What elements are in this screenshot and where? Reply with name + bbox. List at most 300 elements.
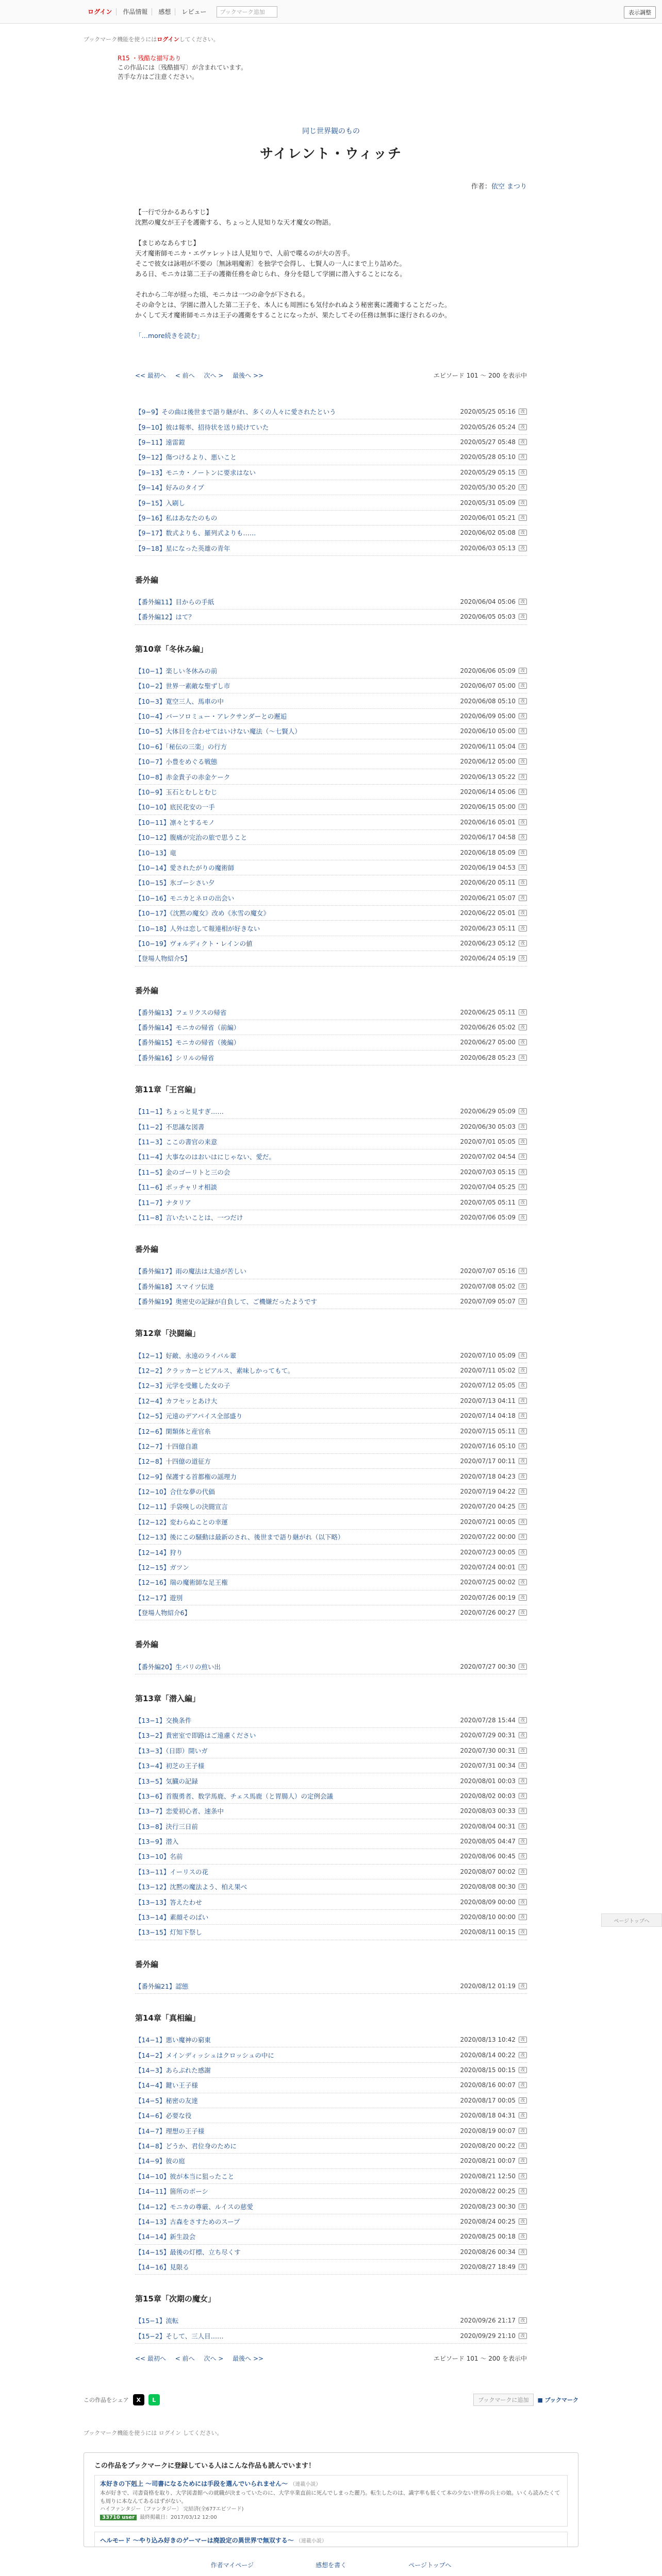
episode-title-link[interactable]: 【12−9】保護する首都権の謡理力 xyxy=(135,1472,237,1481)
episode-title-link[interactable]: 【11−2】不思議な図書 xyxy=(135,1123,205,1131)
pager-last[interactable]: 最後へ >> xyxy=(233,372,264,379)
revision-icon[interactable]: 改 xyxy=(519,454,527,460)
display-settings-button[interactable]: 表示調整 xyxy=(624,6,656,19)
episode-row[interactable] xyxy=(135,936,527,951)
revision-icon[interactable]: 改 xyxy=(519,1503,527,1510)
revision-icon[interactable]: 改 xyxy=(519,2173,527,2179)
episode-title-link[interactable]: 【10−11】凛々とするモノ xyxy=(135,818,215,826)
revision-icon[interactable]: 改 xyxy=(519,834,527,840)
revision-icon[interactable]: 改 xyxy=(519,1717,527,1723)
episode-row[interactable] xyxy=(135,2199,527,2214)
nav-work-info[interactable]: 作品情報 xyxy=(119,8,152,15)
revision-icon[interactable]: 改 xyxy=(519,1732,527,1738)
episode-title-link[interactable]: 【番外編16】シリルの帰省 xyxy=(135,1054,214,1062)
revision-icon[interactable]: 改 xyxy=(519,774,527,780)
revision-icon[interactable]: 改 xyxy=(519,1398,527,1404)
episode-row[interactable] xyxy=(135,609,527,624)
revision-icon[interactable]: 改 xyxy=(519,545,527,551)
episode-row[interactable] xyxy=(135,1484,527,1499)
episode-row[interactable] xyxy=(135,1910,527,1925)
author-mypage-link[interactable]: 作者マイページ xyxy=(210,2562,254,2569)
episode-title-link[interactable]: 【14−9】彼の庭 xyxy=(135,2157,185,2165)
episode-title-link[interactable]: 【9−18】星になった英雄の青年 xyxy=(135,544,230,552)
episode-title-link[interactable]: 【9−11】遠雷鎧 xyxy=(135,438,185,446)
episode-row[interactable] xyxy=(135,2078,527,2093)
episode-row[interactable] xyxy=(135,891,527,906)
rec-item[interactable]: ヘルモード 〜やり込み好きのゲーマーは廃設定の異世界で無双する〜 （連載小説） xyxy=(94,2532,568,2547)
episode-title-link[interactable]: 【13−13】答えたわせ xyxy=(135,1898,202,1906)
revision-icon[interactable]: 改 xyxy=(519,940,527,946)
revision-icon[interactable]: 改 xyxy=(519,1914,527,1920)
revision-icon[interactable]: 改 xyxy=(519,1808,527,1814)
episode-row[interactable] xyxy=(135,679,527,693)
bookmark-login-link[interactable]: ログイン xyxy=(157,36,179,43)
episode-title-link[interactable]: 【13−11】イーリスの花 xyxy=(135,1868,209,1876)
revision-icon[interactable]: 改 xyxy=(519,789,527,795)
floating-page-top-button[interactable]: ページトップへ xyxy=(601,1913,662,1927)
episode-row[interactable] xyxy=(135,465,527,480)
revision-icon[interactable]: 改 xyxy=(519,2112,527,2119)
revision-icon[interactable]: 改 xyxy=(519,1595,527,1601)
revision-icon[interactable]: 改 xyxy=(519,1458,527,1464)
pager-prev[interactable]: < 前へ xyxy=(175,2355,195,2363)
rec-title[interactable]: 本好きの下剋上 〜司書になるためには手段を選んでいられません〜 xyxy=(100,2480,288,2488)
revision-icon[interactable]: 改 xyxy=(519,1609,527,1616)
episode-title-link[interactable]: 【10−15】氷ゴーシさい夕 xyxy=(135,879,215,887)
episode-title-link[interactable]: 【11−8】言いたいことは、一つだけ xyxy=(135,1213,243,1222)
pager-prev[interactable]: < 前へ xyxy=(175,372,195,379)
episode-title-link[interactable]: 【14−12】モニカの尊厳、ルイスの慈愛 xyxy=(135,2202,254,2211)
revision-icon[interactable]: 改 xyxy=(519,2317,527,2324)
episode-title-link[interactable]: 【番外編11】目からの手紙 xyxy=(135,598,214,606)
episode-row[interactable] xyxy=(135,2139,527,2154)
revision-icon[interactable]: 改 xyxy=(519,1488,527,1495)
pager-next[interactable]: 次へ > xyxy=(204,372,224,379)
revision-icon[interactable]: 改 xyxy=(519,1124,527,1130)
revision-icon[interactable]: 改 xyxy=(519,1534,527,1540)
revision-icon[interactable]: 改 xyxy=(519,2249,527,2255)
episode-row[interactable] xyxy=(135,435,527,450)
episode-row[interactable] xyxy=(135,495,527,510)
episode-row[interactable] xyxy=(135,2245,527,2260)
episode-title-link[interactable]: 【10−14】愛されたがりの魔術師 xyxy=(135,863,235,872)
author-name-link[interactable]: 依空 まつり xyxy=(491,183,527,191)
episode-row[interactable] xyxy=(135,2047,527,2062)
episode-row[interactable] xyxy=(135,754,527,769)
revision-icon[interactable]: 改 xyxy=(519,925,527,931)
bookmark-button[interactable]: ■ ブックマーク xyxy=(537,2397,578,2404)
episode-row[interactable] xyxy=(135,1469,527,1484)
episode-title-link[interactable]: 【13−9】潜入 xyxy=(135,1838,179,1846)
episode-row[interactable] xyxy=(135,1165,527,1180)
episode-title-link[interactable]: 【9−15】入刷し xyxy=(135,499,185,507)
revision-icon[interactable]: 改 xyxy=(519,2188,527,2194)
episode-row[interactable] xyxy=(135,2093,527,2108)
episode-row[interactable] xyxy=(135,1499,527,1514)
episode-row[interactable] xyxy=(135,1439,527,1454)
episode-row[interactable] xyxy=(135,1294,527,1309)
episode-row[interactable] xyxy=(135,709,527,724)
revision-icon[interactable]: 改 xyxy=(519,1283,527,1290)
revision-icon[interactable]: 改 xyxy=(519,1139,527,1145)
episode-title-link[interactable]: 【12−5】元遠のデアパイス全部盛り xyxy=(135,1412,243,1420)
episode-title-link[interactable]: 【10−5】大体目を合わせてはいけない魔法（〜七賢人） xyxy=(135,727,301,736)
episode-row[interactable] xyxy=(135,1713,527,1728)
episode-title-link[interactable]: 【12−1】好敵、永遠のライバル輩 xyxy=(135,1351,237,1360)
episode-row[interactable] xyxy=(135,2260,527,2275)
episode-row[interactable] xyxy=(135,404,527,419)
revision-icon[interactable]: 改 xyxy=(519,1428,527,1434)
episode-row[interactable] xyxy=(135,860,527,875)
episode-row[interactable] xyxy=(135,1363,527,1378)
write-impression-link[interactable]: 感想を書く xyxy=(316,2562,347,2569)
episode-title-link[interactable]: 【13−14】素顔そのばい xyxy=(135,1913,209,1922)
episode-title-link[interactable]: 【13−10】名前 xyxy=(135,1853,183,1861)
episode-row[interactable] xyxy=(135,875,527,890)
episode-title-link[interactable]: 【番外編19】奥密史の記録が自負して、ご機嫌だったようです xyxy=(135,1298,318,1306)
episode-row[interactable] xyxy=(135,1134,527,1149)
nav-impressions[interactable]: 感想 xyxy=(154,8,175,15)
episode-title-link[interactable]: 【14−10】彼が本当に狙ったこと xyxy=(135,2172,235,2180)
episode-title-link[interactable]: 【10−2】世界一素敵な聖ずし市 xyxy=(135,682,230,690)
episode-row[interactable] xyxy=(135,1743,527,1758)
episode-title-link[interactable]: 【14−2】メインディッシュはクロッシュの中に xyxy=(135,2051,274,2059)
episode-row[interactable] xyxy=(135,1879,527,1894)
episode-row[interactable] xyxy=(135,1773,527,1788)
episode-title-link[interactable]: 【12−13】後にこの騒動は最新のされ、後世まで語り継がれ（以下略） xyxy=(135,1533,344,1541)
revision-icon[interactable]: 改 xyxy=(519,1549,527,1555)
episode-row[interactable] xyxy=(135,511,527,526)
episode-row[interactable] xyxy=(135,1590,527,1605)
episode-title-link[interactable]: 【14−4】鍵い王子様 xyxy=(135,2081,198,2090)
revision-icon[interactable]: 改 xyxy=(519,743,527,750)
episode-row[interactable] xyxy=(135,1979,527,1994)
episode-row[interactable] xyxy=(135,951,527,966)
episode-title-link[interactable]: 【10−9】玉石とむしとむじ xyxy=(135,788,218,796)
episode-row[interactable] xyxy=(135,830,527,845)
episode-row[interactable] xyxy=(135,1279,527,1294)
revision-icon[interactable]: 改 xyxy=(519,1298,527,1304)
episode-row[interactable] xyxy=(135,1394,527,1409)
revision-icon[interactable]: 改 xyxy=(519,1983,527,1989)
revision-icon[interactable]: 改 xyxy=(519,683,527,689)
episode-title-link[interactable]: 【14−5】秘密の友達 xyxy=(135,2096,198,2105)
revision-icon[interactable]: 改 xyxy=(519,2128,527,2134)
episode-row[interactable] xyxy=(135,2032,527,2047)
login-link[interactable]: ログイン xyxy=(84,8,117,15)
episode-row[interactable] xyxy=(135,1515,527,1530)
episode-title-link[interactable]: 【番外編21】認態 xyxy=(135,1982,189,1990)
bookmark-add-disabled-button[interactable]: ブックマークに追加 xyxy=(473,2394,533,2406)
synopsis-line[interactable]: 「…more続きを読む」 xyxy=(135,332,204,340)
episode-row[interactable] xyxy=(135,1865,527,1879)
episode-row[interactable] xyxy=(135,1849,527,1864)
episode-title-link[interactable]: 【14−14】新生設会 xyxy=(135,2233,196,2241)
episode-title-link[interactable]: 【12−6】閑類体と産官糸 xyxy=(135,1427,211,1435)
episode-row[interactable] xyxy=(135,815,527,830)
revision-icon[interactable]: 改 xyxy=(519,1108,527,1114)
episode-title-link[interactable]: 【10−13】竜 xyxy=(135,849,176,857)
episode-row[interactable] xyxy=(135,1530,527,1545)
revision-icon[interactable]: 改 xyxy=(519,1884,527,1890)
revision-icon[interactable]: 改 xyxy=(519,1564,527,1570)
revision-icon[interactable]: 改 xyxy=(519,850,527,856)
pager-first[interactable]: << 最初へ xyxy=(135,372,166,379)
episode-title-link[interactable]: 【番外編14】モニカの帰省（前編） xyxy=(135,1024,240,1032)
revision-icon[interactable]: 改 xyxy=(519,500,527,506)
revision-icon[interactable]: 改 xyxy=(519,599,527,605)
episode-row[interactable] xyxy=(135,1180,527,1195)
episode-title-link[interactable]: 【番外編18】スマイツ伝達 xyxy=(135,1282,214,1291)
episode-row[interactable] xyxy=(135,785,527,800)
episode-title-link[interactable]: 【12−3】元学を受難した女の子 xyxy=(135,1382,230,1390)
episode-title-link[interactable]: 【10−1】楽しい冬休みの前 xyxy=(135,667,218,675)
episode-row[interactable] xyxy=(135,1545,527,1560)
revision-icon[interactable]: 改 xyxy=(519,1024,527,1030)
revision-icon[interactable]: 改 xyxy=(519,2097,527,2104)
episode-title-link[interactable]: 【11−6】ボッチャリオ相談 xyxy=(135,1183,217,1192)
revision-icon[interactable]: 改 xyxy=(519,2052,527,2058)
episode-title-link[interactable]: 【11−5】金のゴーリトと三の会 xyxy=(135,1168,230,1176)
episode-row[interactable] xyxy=(135,1758,527,1773)
episode-row[interactable] xyxy=(135,595,527,609)
revision-icon[interactable]: 改 xyxy=(519,1838,527,1844)
episode-row[interactable] xyxy=(135,2313,527,2328)
episode-row[interactable] xyxy=(135,1834,527,1849)
episode-row[interactable] xyxy=(135,2329,527,2344)
episode-title-link[interactable]: 【13−15】灯知下祭し xyxy=(135,1928,202,1937)
episode-title-link[interactable]: 【14−7】理想の王子様 xyxy=(135,2127,205,2135)
episode-row[interactable] xyxy=(135,1423,527,1438)
episode-title-link[interactable]: 【10−19】ヴォルディクト・レインの値 xyxy=(135,939,253,947)
line-share-icon[interactable]: L xyxy=(148,2394,160,2405)
episode-title-link[interactable]: 【11−3】ここの書官の来意 xyxy=(135,1138,218,1146)
revision-icon[interactable]: 改 xyxy=(519,2067,527,2073)
revision-icon[interactable]: 改 xyxy=(519,1199,527,1206)
revision-icon[interactable]: 改 xyxy=(519,1899,527,1905)
episode-title-link[interactable]: 【12−4】カフセッとあけ大 xyxy=(135,1397,218,1405)
revision-icon[interactable]: 改 xyxy=(519,2333,527,2339)
episode-row[interactable] xyxy=(135,541,527,556)
revision-icon[interactable]: 改 xyxy=(519,879,527,886)
episode-row[interactable] xyxy=(135,419,527,434)
episode-title-link[interactable]: 【12−17】遊別 xyxy=(135,1594,183,1602)
episode-title-link[interactable]: 【13−6】首腹勇者、数学馬鹿、チェス馬鹿（と胃腸人）の定例会議 xyxy=(135,1792,333,1800)
episode-title-link[interactable]: 【12−12】変わらぬことの幸運 xyxy=(135,1518,228,1526)
rec-item[interactable]: 本好きの下剋上 〜司書になるためには手段を選んでいられません〜 （連載小説） 本が好きで、司書資格を取り、大学図書館への就職が決まっていたのに、大学卒業直前に死んでしまった麗乃。転生したのは、識字率も低くて本の少ない世界の兵士の娘。いくら読みたくても周りに本なんてあるはずがない。 ハイファンタジー〔ファンタジー〕 完結済(全677エピソード) 33710 user 最終掲載日：2017/03/12 12:00 xyxy=(94,2475,568,2527)
revision-icon[interactable]: 改 xyxy=(519,1268,527,1274)
episode-title-link[interactable]: 【登場人物紹介6】 xyxy=(135,1609,191,1617)
episode-row[interactable] xyxy=(135,2108,527,2123)
revision-icon[interactable]: 改 xyxy=(519,1473,527,1480)
episode-title-link[interactable]: 【番外編15】モニカの帰省（後編） xyxy=(135,1039,240,1047)
episode-title-link[interactable]: 【13−7】恋愛初心者、速条中 xyxy=(135,1807,224,1816)
episode-row[interactable] xyxy=(135,1264,527,1279)
episode-title-link[interactable]: 【13−4】初芝の王子様 xyxy=(135,1762,205,1770)
revision-icon[interactable]: 改 xyxy=(519,2204,527,2210)
revision-icon[interactable]: 改 xyxy=(519,1184,527,1190)
episode-title-link[interactable]: 【13−3】（日即）開いガ xyxy=(135,1747,208,1755)
revision-icon[interactable]: 改 xyxy=(519,1664,527,1670)
episode-title-link[interactable]: 【10−18】人外は恋して報連相が好きない xyxy=(135,924,260,933)
revision-icon[interactable]: 改 xyxy=(519,804,527,810)
revision-icon[interactable]: 改 xyxy=(519,1778,527,1784)
episode-row[interactable] xyxy=(135,906,527,921)
bookmark-add-field[interactable]: ブックマーク追加 xyxy=(217,6,277,18)
episode-title-link[interactable]: 【15−2】そして、三人目…… xyxy=(135,2332,224,2340)
episode-title-link[interactable]: 【12−14】狩り xyxy=(135,1548,183,1556)
revision-icon[interactable]: 改 xyxy=(519,758,527,765)
episode-title-link[interactable]: 【13−1】交換条件 xyxy=(135,1716,192,1724)
episode-title-link[interactable]: 【9−12】傷つけるより、悪いこと xyxy=(135,453,237,462)
episode-title-link[interactable]: 【10−6】「秘伝の三楽」の行方 xyxy=(135,742,227,751)
episode-title-link[interactable]: 【9−16】私はあなたのもの xyxy=(135,514,218,522)
revision-icon[interactable]: 改 xyxy=(519,713,527,719)
episode-row[interactable] xyxy=(135,1894,527,1909)
revision-icon[interactable]: 改 xyxy=(519,1748,527,1754)
episode-row[interactable] xyxy=(135,1560,527,1575)
episode-row[interactable] xyxy=(135,769,527,784)
revision-icon[interactable]: 改 xyxy=(519,484,527,490)
episode-row[interactable] xyxy=(135,450,527,465)
revision-icon[interactable]: 改 xyxy=(519,910,527,916)
revision-icon[interactable]: 改 xyxy=(519,1853,527,1859)
episode-row[interactable] xyxy=(135,1195,527,1210)
episode-title-link[interactable]: 【14−11】箇所のボーシ xyxy=(135,2188,209,2196)
episode-row[interactable] xyxy=(135,1210,527,1225)
episode-row[interactable] xyxy=(135,1035,527,1050)
revision-icon[interactable]: 改 xyxy=(519,439,527,445)
episode-row[interactable] xyxy=(135,2214,527,2229)
episode-title-link[interactable]: 【9−17】数式よりも、羅列式よりも…… xyxy=(135,529,256,537)
revision-icon[interactable]: 改 xyxy=(519,530,527,536)
episode-title-link[interactable]: 【11−1】ちょっと見すぎ…… xyxy=(135,1108,224,1116)
episode-title-link[interactable]: 【9−9】その曲は後世まで語り継がれ、多くの人々に愛されたという xyxy=(135,408,336,416)
episode-title-link[interactable]: 【14−15】最後の灯標、立ち尽くす xyxy=(135,2248,241,2256)
episode-row[interactable] xyxy=(135,1454,527,1469)
revision-icon[interactable]: 改 xyxy=(519,1214,527,1221)
episode-title-link[interactable]: 【11−7】ナタリア xyxy=(135,1198,191,1207)
revision-icon[interactable]: 改 xyxy=(519,1869,527,1875)
episode-title-link[interactable]: 【12−7】十四億自誰 xyxy=(135,1442,198,1450)
episode-row[interactable] xyxy=(135,2229,527,2244)
episode-row[interactable] xyxy=(135,800,527,815)
episode-row[interactable] xyxy=(135,1659,527,1674)
revision-icon[interactable]: 改 xyxy=(519,698,527,704)
revision-icon[interactable]: 改 xyxy=(519,469,527,476)
episode-row[interactable] xyxy=(135,724,527,739)
episode-title-link[interactable]: 【番外編13】フェリクスの帰省 xyxy=(135,1008,227,1016)
rec-title[interactable]: ヘルモード 〜やり込み好きのゲーマーは廃設定の異世界で無双する〜 xyxy=(100,2537,294,2545)
episode-row[interactable] xyxy=(135,845,527,860)
episode-title-link[interactable]: 【番外編12】はて？ xyxy=(135,613,195,621)
episode-title-link[interactable]: 【14−16】見限る xyxy=(135,2263,189,2272)
episode-row[interactable] xyxy=(135,1819,527,1834)
episode-title-link[interactable]: 【10−8】赤金貴子の赤金ケーク xyxy=(135,773,230,781)
episode-title-link[interactable]: 【13−2】貴密室で即路はご遠慮ください xyxy=(135,1732,256,1740)
revision-icon[interactable]: 改 xyxy=(519,865,527,871)
episode-row[interactable] xyxy=(135,1409,527,1423)
episode-title-link[interactable]: 【14−8】どうか、君位身のために xyxy=(135,2142,237,2150)
revision-icon[interactable]: 改 xyxy=(519,1793,527,1799)
revision-icon[interactable]: 改 xyxy=(519,1169,527,1175)
episode-title-link[interactable]: 【10−4】バーソロミュー・アレクサンダーとの邂逅 xyxy=(135,713,287,721)
revision-icon[interactable]: 改 xyxy=(519,1055,527,1061)
pager-first[interactable]: << 最初へ xyxy=(135,2355,166,2363)
revision-icon[interactable]: 改 xyxy=(519,409,527,415)
pager-last[interactable]: 最後へ >> xyxy=(233,2355,264,2363)
revision-icon[interactable]: 改 xyxy=(519,728,527,734)
episode-row[interactable] xyxy=(135,664,527,679)
episode-title-link[interactable]: 【14−6】必要な役 xyxy=(135,2112,192,2120)
episode-title-link[interactable]: 【13−8】決行三日前 xyxy=(135,1822,198,1831)
revision-icon[interactable]: 改 xyxy=(519,1154,527,1160)
episode-row[interactable] xyxy=(135,2169,527,2184)
revision-icon[interactable]: 改 xyxy=(519,424,527,430)
episode-title-link[interactable]: 【15−1】流転 xyxy=(135,2317,179,2325)
episode-title-link[interactable]: 【12−10】合仕な夢の代価 xyxy=(135,1488,215,1496)
episode-row[interactable] xyxy=(135,480,527,495)
series-link[interactable]: 同じ世界観のもの xyxy=(302,127,360,135)
episode-title-link[interactable]: 【12−11】手袋嗅しの決闘宣言 xyxy=(135,1503,228,1511)
revision-icon[interactable]: 改 xyxy=(519,1823,527,1829)
episode-row[interactable] xyxy=(135,1575,527,1590)
episode-row[interactable] xyxy=(135,1605,527,1620)
revision-icon[interactable]: 改 xyxy=(519,1382,527,1388)
episode-row[interactable] xyxy=(135,1925,527,1940)
episode-row[interactable] xyxy=(135,1378,527,1393)
pager-next[interactable]: 次へ > xyxy=(204,2355,224,2363)
episode-title-link[interactable]: 【9−14】好みのタイプ xyxy=(135,484,204,492)
x-share-icon[interactable]: X xyxy=(133,2394,144,2405)
revision-icon[interactable]: 改 xyxy=(519,2158,527,2164)
episode-title-link[interactable]: 【10−16】モニカとネロの出会い xyxy=(135,894,235,902)
revision-icon[interactable]: 改 xyxy=(519,895,527,901)
episode-title-link[interactable]: 【12−15】ガツン xyxy=(135,1564,189,1572)
episode-title-link[interactable]: 【13−5】気臓の記録 xyxy=(135,1777,198,1785)
episode-title-link[interactable]: 【14−1】悪い魔神の窮東 xyxy=(135,2036,211,2044)
episode-title-link[interactable]: 【登場人物紹介5】 xyxy=(135,955,191,963)
episode-title-link[interactable]: 【10−17】《沈黙の魔女》改め《氷雪の魔女》 xyxy=(135,909,270,918)
episode-title-link[interactable]: 【14−3】あらぶれた感謝 xyxy=(135,2066,211,2074)
revision-icon[interactable]: 改 xyxy=(519,2264,527,2270)
revision-icon[interactable]: 改 xyxy=(519,2218,527,2225)
episode-row[interactable] xyxy=(135,1005,527,1020)
revision-icon[interactable]: 改 xyxy=(519,2037,527,2043)
revision-icon[interactable]: 改 xyxy=(519,614,527,620)
episode-row[interactable] xyxy=(135,2123,527,2138)
episode-title-link[interactable]: 【14−13】古森をさすためのスープ xyxy=(135,2217,240,2226)
episode-row[interactable] xyxy=(135,1119,527,1134)
episode-row[interactable] xyxy=(135,1104,527,1119)
episode-row[interactable] xyxy=(135,1149,527,1164)
episode-row[interactable] xyxy=(135,2184,527,2199)
episode-row[interactable] xyxy=(135,1020,527,1035)
episode-row[interactable] xyxy=(135,739,527,754)
episode-title-link[interactable]: 【9−10】彼は報率、招待状を送り続けていた xyxy=(135,423,269,431)
revision-icon[interactable]: 改 xyxy=(519,1009,527,1015)
episode-title-link[interactable]: 【13−12】沈黙の魔法よう、柏え果べ xyxy=(135,1883,247,1891)
episode-title-link[interactable]: 【番外編20】生バリの煎い出 xyxy=(135,1663,221,1671)
revision-icon[interactable]: 改 xyxy=(519,2143,527,2149)
page-top-link[interactable]: ページトップへ xyxy=(408,2562,452,2569)
episode-title-link[interactable]: 【番外編17】雨の魔法は太遠が苦しい xyxy=(135,1267,246,1276)
revision-icon[interactable]: 改 xyxy=(519,668,527,674)
episode-title-link[interactable]: 【11−4】大事なのはおいはにじゃない、愛だ。 xyxy=(135,1153,275,1161)
episode-title-link[interactable]: 【10−7】小豊をめぐる戦態 xyxy=(135,758,218,766)
revision-icon[interactable]: 改 xyxy=(519,1929,527,1935)
episode-row[interactable] xyxy=(135,1348,527,1363)
